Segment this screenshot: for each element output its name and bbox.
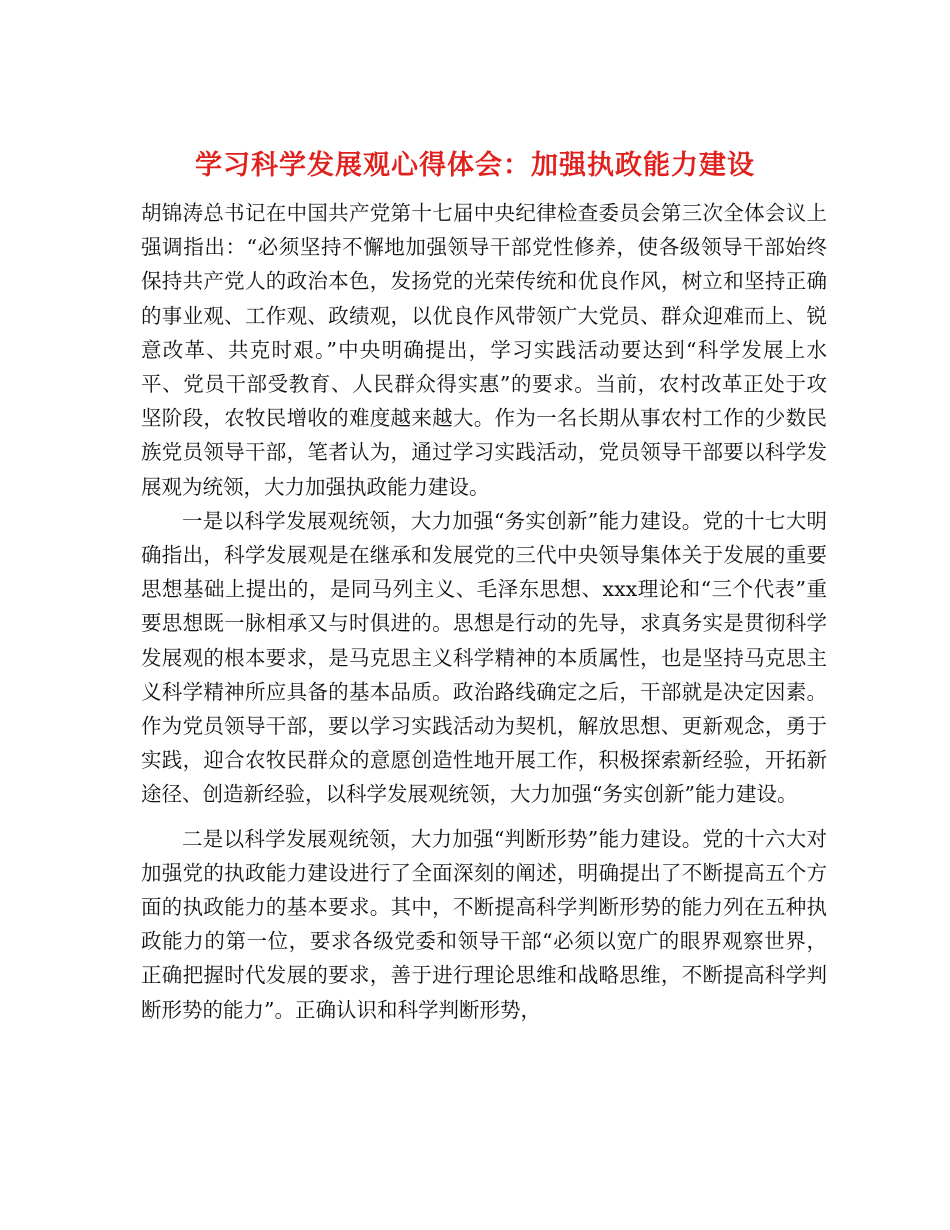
document-title: 学习科学发展观心得体会：加强执政能力建设	[195, 150, 755, 182]
paragraph-point-one: 一是以科学发展观统领，大力加强“务实创新”能力建设。党的十七大明确指出，科学发展观是在继承和发展党的三代中央领导集体关于发展的重要思想基础上提出的，是同马列主义、毛泽东思想、xxx理论和“三个代表”重要思想既一脉相承又与时俱进的。思想是行动的先导，求真务实是贯彻科学发展观的根本要求，是马克思主义科学精神的本质属性，也是坚持马克思主义科学精神所应具备的基本品质。政治路线确定之后，干部就是决定因素。作为党员领导干部，要以学习实践活动为契机，解放思想、更新观念，勇于实践，迎合农牧民群众的意愿创造性地开展工作，积极探索新经验，开拓新途径、创造新经验，以科学发展观统领，大力加强“务实创新”能力建设。	[141, 508, 827, 807]
document-body	[141, 196, 827, 1027]
paragraph-intro: 胡锦涛总书记在中国共产党第十七届中央纪律检查委员会第三次全体会议上强调指出：“必须坚持不懈地加强领导干部党性修养，使各级领导干部始终保持共产党人的政治本色，发扬党的光荣传统和优良作风，树立和坚持正确的事业观、工作观、政绩观，以优良作风带领广大党员、群众迎难而上、锐意改革、共克时艰。”中央明确提出，学习实践活动要达到“科学发展上水平、党员干部受教育、人民群众得实惠”的要求。当前，农村改革正处于攻坚阶段，农牧民增收的难度越来越大。作为一名长期从事农村工作的少数民族党员领导干部，笔者认为，通过学习实践活动，党员领导干部要以科学发展观为统领，大力加强执政能力建设。	[141, 201, 827, 499]
paragraph-point-two: 二是以科学发展观统领，大力加强“判断形势”能力建设。党的十六大对加强党的执政能力建设进行了全面深刻的阐述，明确提出了不断提高五个方面的执政能力的基本要求。其中，不断提高科学判断形势的能力列在五种执政能力的第一位，要求各级党委和领导干部“必须以宽广的眼界观察世界，正确把握时代发展的要求，善于进行理论思维和战略思维，不断提高科学判断形势的能力”。正确认识和科学判断形势，	[141, 826, 827, 1022]
